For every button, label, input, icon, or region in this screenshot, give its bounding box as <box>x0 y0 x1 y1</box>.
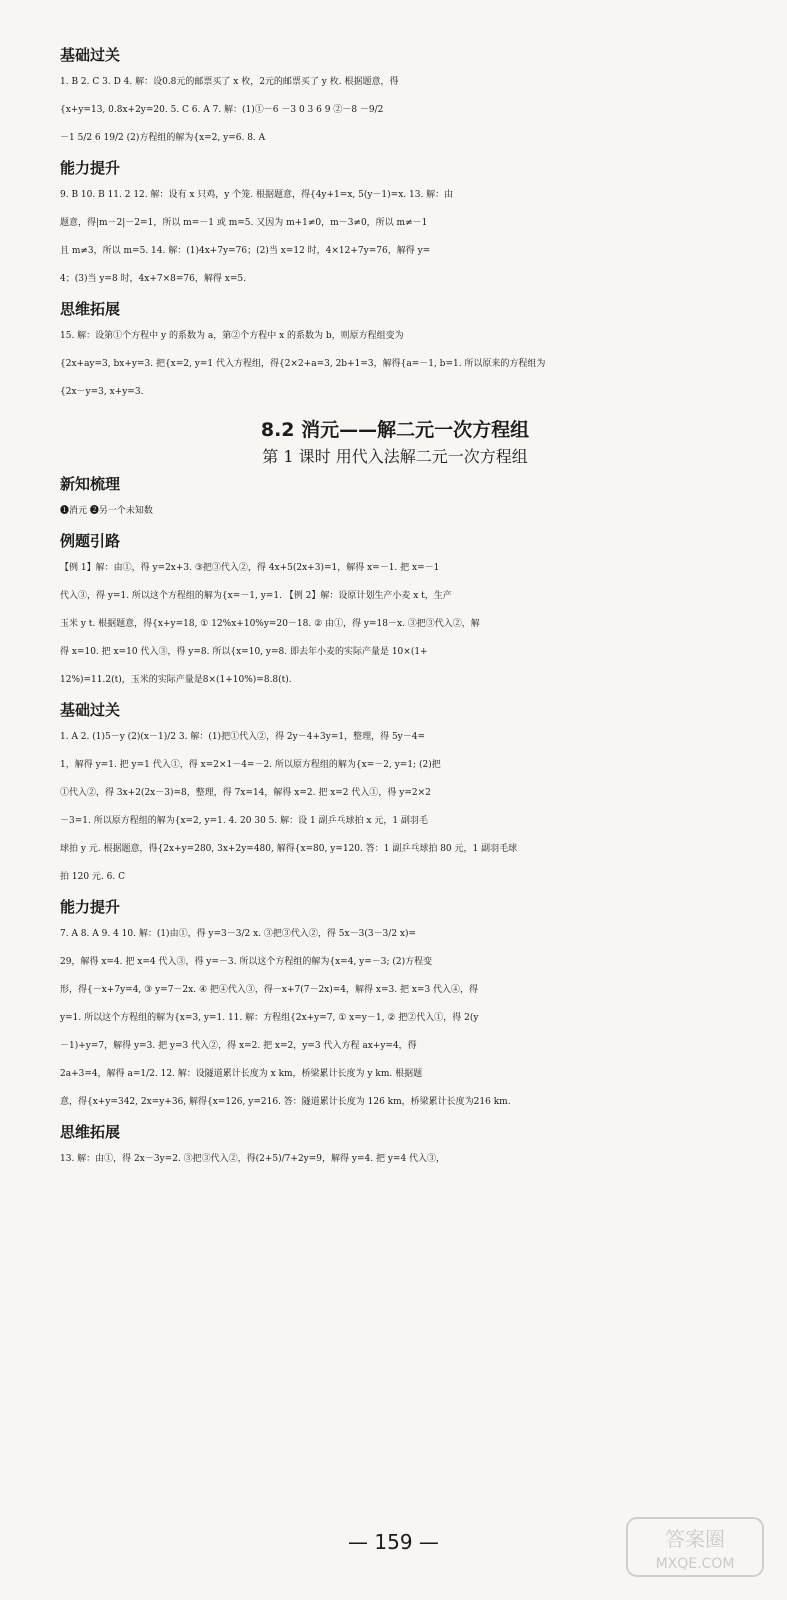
answer-line: －1 5/2 6 19/2 (2)方程组的解为{x=2, y=6. 8. A <box>60 133 266 143</box>
answer-line: 代入③，得 y=1. 所以这个方程组的解为{x=－1, y=1. 【例 2】解：设原计划生产小麦 x t，生产 <box>60 591 452 601</box>
answer-line: ❶消元 ❷另一个未知数 <box>60 506 153 516</box>
answer-line: 1. B 2. C 3. D 4. 解：设0.8元的邮票买了 x 枚，2元的邮票买了 y 枚. 根据题意，得 <box>60 77 399 87</box>
answer-line: 拍 120 元. 6. C <box>60 872 125 882</box>
answer-line: 12%)=11.2(t)，玉米的实际产量是8×(1+10%)=8.8(t). <box>60 675 292 685</box>
answer-line: y=1. 所以这个方程组的解为{x=3, y=1. 11. 解：方程组{2x+y=7, ① x=y－1, ② 把②代入①，得 2(y <box>60 1013 479 1023</box>
answer-line: 题意，得|m－2|－2=1，所以 m=－1 或 m=5. 又因为 m+1≠0，m－3≠0，所以 m≠－1 <box>60 218 428 228</box>
answer-line: {2x+ay=3, bx+y=3. 把{x=2, y=1 代入方程组，得{2×2+a=3, 2b+1=3，解得{a=－1, b=1. 所以原来的方程组为 <box>60 359 546 369</box>
page-number: — 159 — <box>348 1530 439 1554</box>
answer-line: 29，解得 x=4. 把 x=4 代入③，得 y=－3. 所以这个方程组的解为{x=4, y=－3; (2)方程变 <box>60 957 433 967</box>
answer-line: －3=1. 所以原方程组的解为{x=2, y=1. 4. 20 30 5. 解：设 1 副乒乓球拍 x 元，1 副羽毛 <box>60 816 428 826</box>
answer-line: 球拍 y 元. 根据题意，得{2x+y=280, 3x+2y=480, 解得{x=80, y=120. 答：1 副乒乓球拍 80 元，1 副羽毛球 <box>60 844 518 854</box>
answer-line: 2a+3=4，解得 a=1/2. 12. 解：设隧道累计长度为 x km，桥梁累计长度为 y km. 根据题 <box>60 1069 423 1079</box>
section-heading: 能力提升 <box>60 159 121 177</box>
answer-line: {x+y=13, 0.8x+2y=20. 5. C 6. A 7. 解：(1)①－6 －3 0 3 6 9 ②－8 －9/2 <box>60 105 384 115</box>
chapter-title: 8.2 消元——解二元一次方程组 <box>260 419 530 441</box>
answer-line: －1)+y=7，解得 y=3. 把 y=3 代入②，得 x=2. 把 x=2，y=3 代入方程 ax+y=4，得 <box>60 1041 417 1051</box>
answer-line: 1，解得 y=1. 把 y=1 代入①，得 x=2×1－4=－2. 所以原方程组的解为{x=－2, y=1; (2)把 <box>60 760 441 770</box>
section-group-1 <box>60 44 730 405</box>
answer-line: {2x－y=3, x+y=3. <box>60 387 144 397</box>
answer-line: 9. B 10. B 11. 2 12. 解：设有 x 只鸡，y 个笼. 根据题意，得{4y+1=x, 5(y－1)=x. 13. 解：由 <box>60 190 454 200</box>
section-heading: 基础过关 <box>60 46 121 64</box>
svg-text:MXQE.COM: MXQE.COM <box>655 1556 735 1572</box>
answer-line: 15. 解：设第①个方程中 y 的系数为 a，第②个方程中 x 的系数为 b，则原方程组变为 <box>60 331 404 341</box>
answer-page <box>60 38 730 1174</box>
section-group-2 <box>60 473 730 1172</box>
svg-text:答案圈: 答案圈 <box>665 1527 725 1551</box>
answer-line: 1. A 2. (1)5－y (2)(x－1)/2 3. 解：(1)把①代入②，得 2y－4+3y=1，整理，得 5y－4= <box>60 732 426 742</box>
answer-line: 得 x=10. 把 x=10 代入③，得 y=8. 所以{x=10, y=8. 即去年小麦的实际产量是 10×(1+ <box>60 647 428 657</box>
section-heading: 新知梳理 <box>60 475 121 493</box>
lesson-subtitle: 第 1 课时 用代入法解二元一次方程组 <box>262 447 528 466</box>
answer-line: 4；(3)当 y=8 时，4x+7×8=76，解得 x=5. <box>60 274 246 284</box>
answer-line: ①代入②，得 3x+2(2x－3)=8，整理，得 7x=14，解得 x=2. 把 x=2 代入①，得 y=2×2 <box>60 788 431 798</box>
answer-line: 意，得{x+y=342, 2x=y+36, 解得{x=126, y=216. 答：隧道累计长度为 126 km，桥梁累计长度为216 km. <box>60 1097 511 1107</box>
section-heading: 思维拓展 <box>60 1123 121 1141</box>
answer-line: 13. 解：由①，得 2x－3y=2. ③把③代入②，得(2+5)/7+2y=9，解得 y=4. 把 y=4 代入③， <box>60 1154 446 1164</box>
answer-line: 形，得{－x+7y=4, ③ y=7－2x. ④ 把④代入③，得－x+7(7－2x)=4，解得 x=3. 把 x=3 代入④，得 <box>60 985 479 995</box>
answer-line: 【例 1】解：由①，得 y=2x+3. ③把③代入②，得 4x+5(2x+3)=1，解得 x=－1. 把 x=－1 <box>60 563 440 573</box>
answer-line: 玉米 y t. 根据题意，得{x+y=18, ① 12%x+10%y=20－18. ② 由①，得 y=18－x. ③把③代入②，解 <box>60 619 480 629</box>
section-heading: 能力提升 <box>60 898 121 916</box>
answer-line: 7. A 8. A 9. 4 10. 解：(1)由①，得 y=3－3/2 x. ③把③代入②，得 5x－3(3－3/2 x)= <box>60 929 417 939</box>
watermark-logo <box>625 1516 765 1578</box>
section-heading: 基础过关 <box>60 701 121 719</box>
answer-line: 且 m≠3，所以 m=5. 14. 解：(1)4x+7y=76；(2)当 x=12 时，4×12+7y=76，解得 y= <box>60 246 431 256</box>
section-heading: 思维拓展 <box>60 300 121 318</box>
section-heading: 例题引路 <box>60 532 121 550</box>
